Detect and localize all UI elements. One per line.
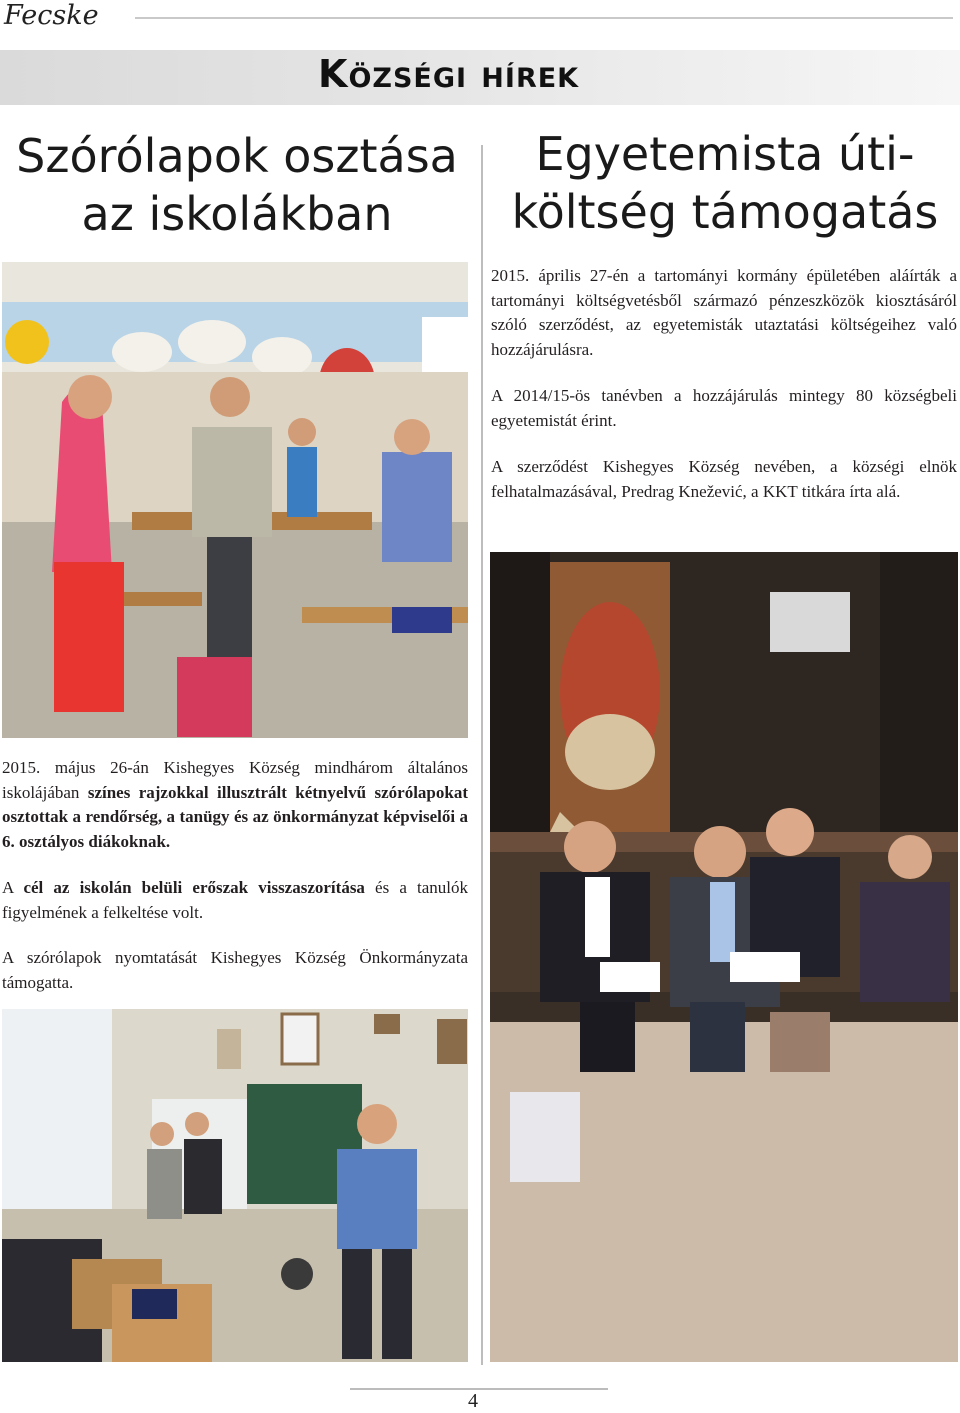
magazine-brand: Fecske: [4, 0, 99, 31]
left-paragraph-2: [2, 876, 468, 925]
right-article-headline: [500, 125, 950, 241]
signing-meeting-photo: [490, 552, 958, 1362]
right-paragraph-3: A szerződést Kishegyes Község nevében, a községi elnök felhatalmazásával, Predrag Knežević, a KKT titkára írta alá.: [491, 457, 957, 501]
left-p2-text-c: és a tanulók figyelmének a felkeltése volt.: [2, 878, 468, 922]
left-paragraph-1: [2, 756, 468, 854]
footer-rule: [350, 1388, 608, 1390]
classroom-leaflet-photo: [2, 262, 468, 738]
column-divider: [481, 145, 483, 1365]
left-paragraph-3: A szórólapok nyomtatását Kishegyes Község Önkormányzata támogatta.: [2, 948, 468, 992]
right-paragraph-1: 2015. április 27-én a tartományi kormány épületében aláírták a tartományi költségvetésből származó pénzeszközök kiosztásáról szóló szerződést, az egyetemisták utaztatási költségeihez való hozzájárulásra.: [491, 266, 957, 359]
left-article-headline: [2, 127, 472, 243]
page-number: 4: [468, 1390, 478, 1412]
right-headline-line-1: Egyetemista úti-: [535, 127, 915, 181]
left-headline-line-2: az iskolákban: [81, 187, 393, 241]
police-classroom-photo: [2, 1009, 468, 1362]
section-title: Községi hírek: [318, 52, 580, 96]
right-headline-line-2: költség támogatás: [511, 185, 939, 239]
left-p1-bold: színes rajzokkal illusztrált kétnyelvű szórólapokat osztottak a rendőrség, a tanügy és az önkormányzat képviselői a 6. osztályos diákoknak.: [2, 782, 469, 851]
header-rule: [135, 17, 953, 19]
left-p2-bold: cél az iskolán belüli erőszak visszaszorítása: [23, 878, 365, 897]
right-paragraph-2: A 2014/15-ös tanévben a hozzájárulás mintegy 80 községbeli egyetemistát érint.: [491, 386, 957, 430]
left-p1-text: 2015. május 26-án Kishegyes Község mindhárom általános iskolájában: [2, 758, 468, 802]
left-p2-text-a: A: [2, 878, 24, 897]
left-headline-line-1: Szórólapok osztása: [16, 129, 458, 183]
